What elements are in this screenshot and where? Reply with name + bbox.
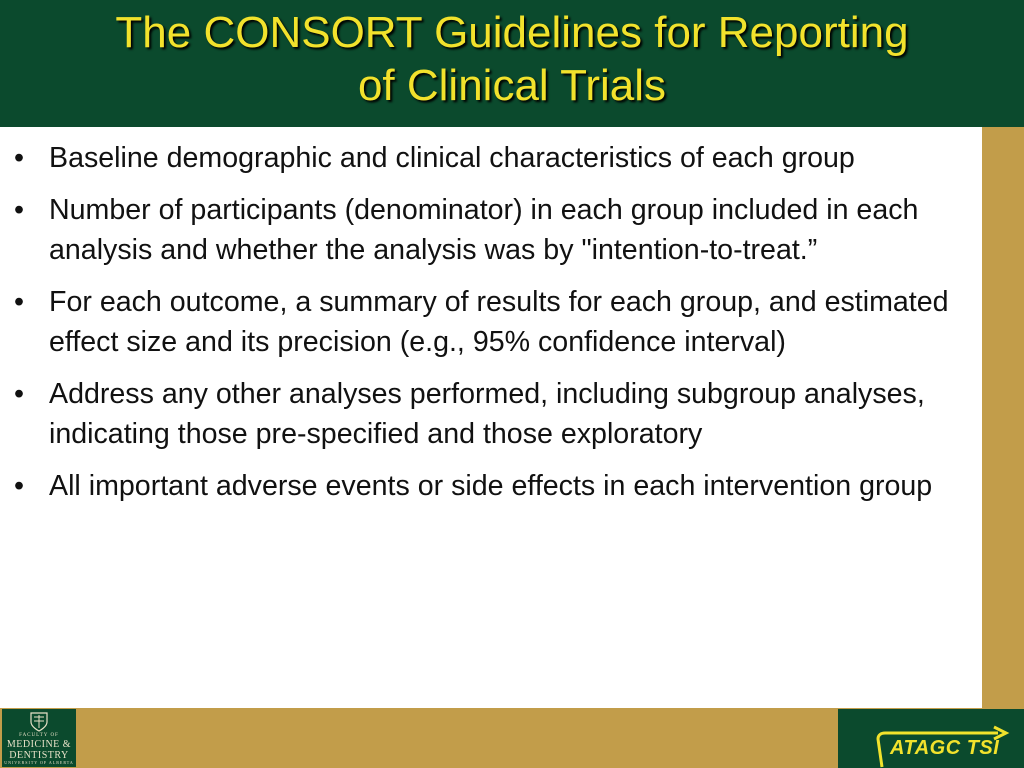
- bullet-item: [14, 190, 982, 270]
- slide-body: [0, 127, 982, 708]
- slide-title-line1: The CONSORT Guidelines for Reporting: [115, 8, 909, 57]
- logo-text-university: UNIVERSITY OF ALBERTA: [4, 760, 74, 765]
- faculty-logo: [2, 709, 76, 767]
- bullet-icon: •: [14, 194, 25, 226]
- bullet-text: For each outcome, a summary of results for each group, and estimated effect size and its precision (e.g., 95% confidence interval): [49, 286, 949, 358]
- bullet-text: All important adverse events or side effects in each intervention group: [49, 470, 933, 502]
- bullet-item: [14, 138, 982, 178]
- bullet-text: Address any other analyses performed, including subgroup analyses, indicating those pre-specified and those exploratory: [49, 378, 925, 450]
- logo-text-name: [2, 739, 76, 761]
- bullet-icon: •: [14, 470, 25, 502]
- slide-title-line2: of Clinical Trials: [357, 61, 667, 110]
- bullet-list: [14, 138, 982, 518]
- bullet-icon: •: [14, 142, 25, 174]
- title-bar: [0, 0, 1024, 127]
- bullet-text: Baseline demographic and clinical characteristics of each group: [49, 142, 855, 174]
- bullet-icon: •: [14, 378, 25, 410]
- slide-title: [0, 6, 1024, 112]
- logo-text-medicine: MEDICINE &: [6, 739, 72, 750]
- bullet-item: [14, 466, 982, 506]
- bullet-text: Number of participants (denominator) in each group included in each analysis and whether the analysis was by "intention-to-treat.”: [49, 194, 919, 266]
- crest-icon: [30, 712, 48, 732]
- gold-side-band: [982, 127, 1024, 708]
- bullet-item: [14, 374, 982, 454]
- bullet-item: [14, 282, 982, 362]
- bullet-icon: •: [14, 286, 25, 318]
- logo-text-dentistry: DENTISTRY: [9, 750, 69, 761]
- logo-text-faculty: FACULTY OF: [19, 733, 59, 738]
- atagc-brand-text: ATAGC TSI: [890, 737, 1000, 759]
- atagc-logo: [838, 709, 1024, 768]
